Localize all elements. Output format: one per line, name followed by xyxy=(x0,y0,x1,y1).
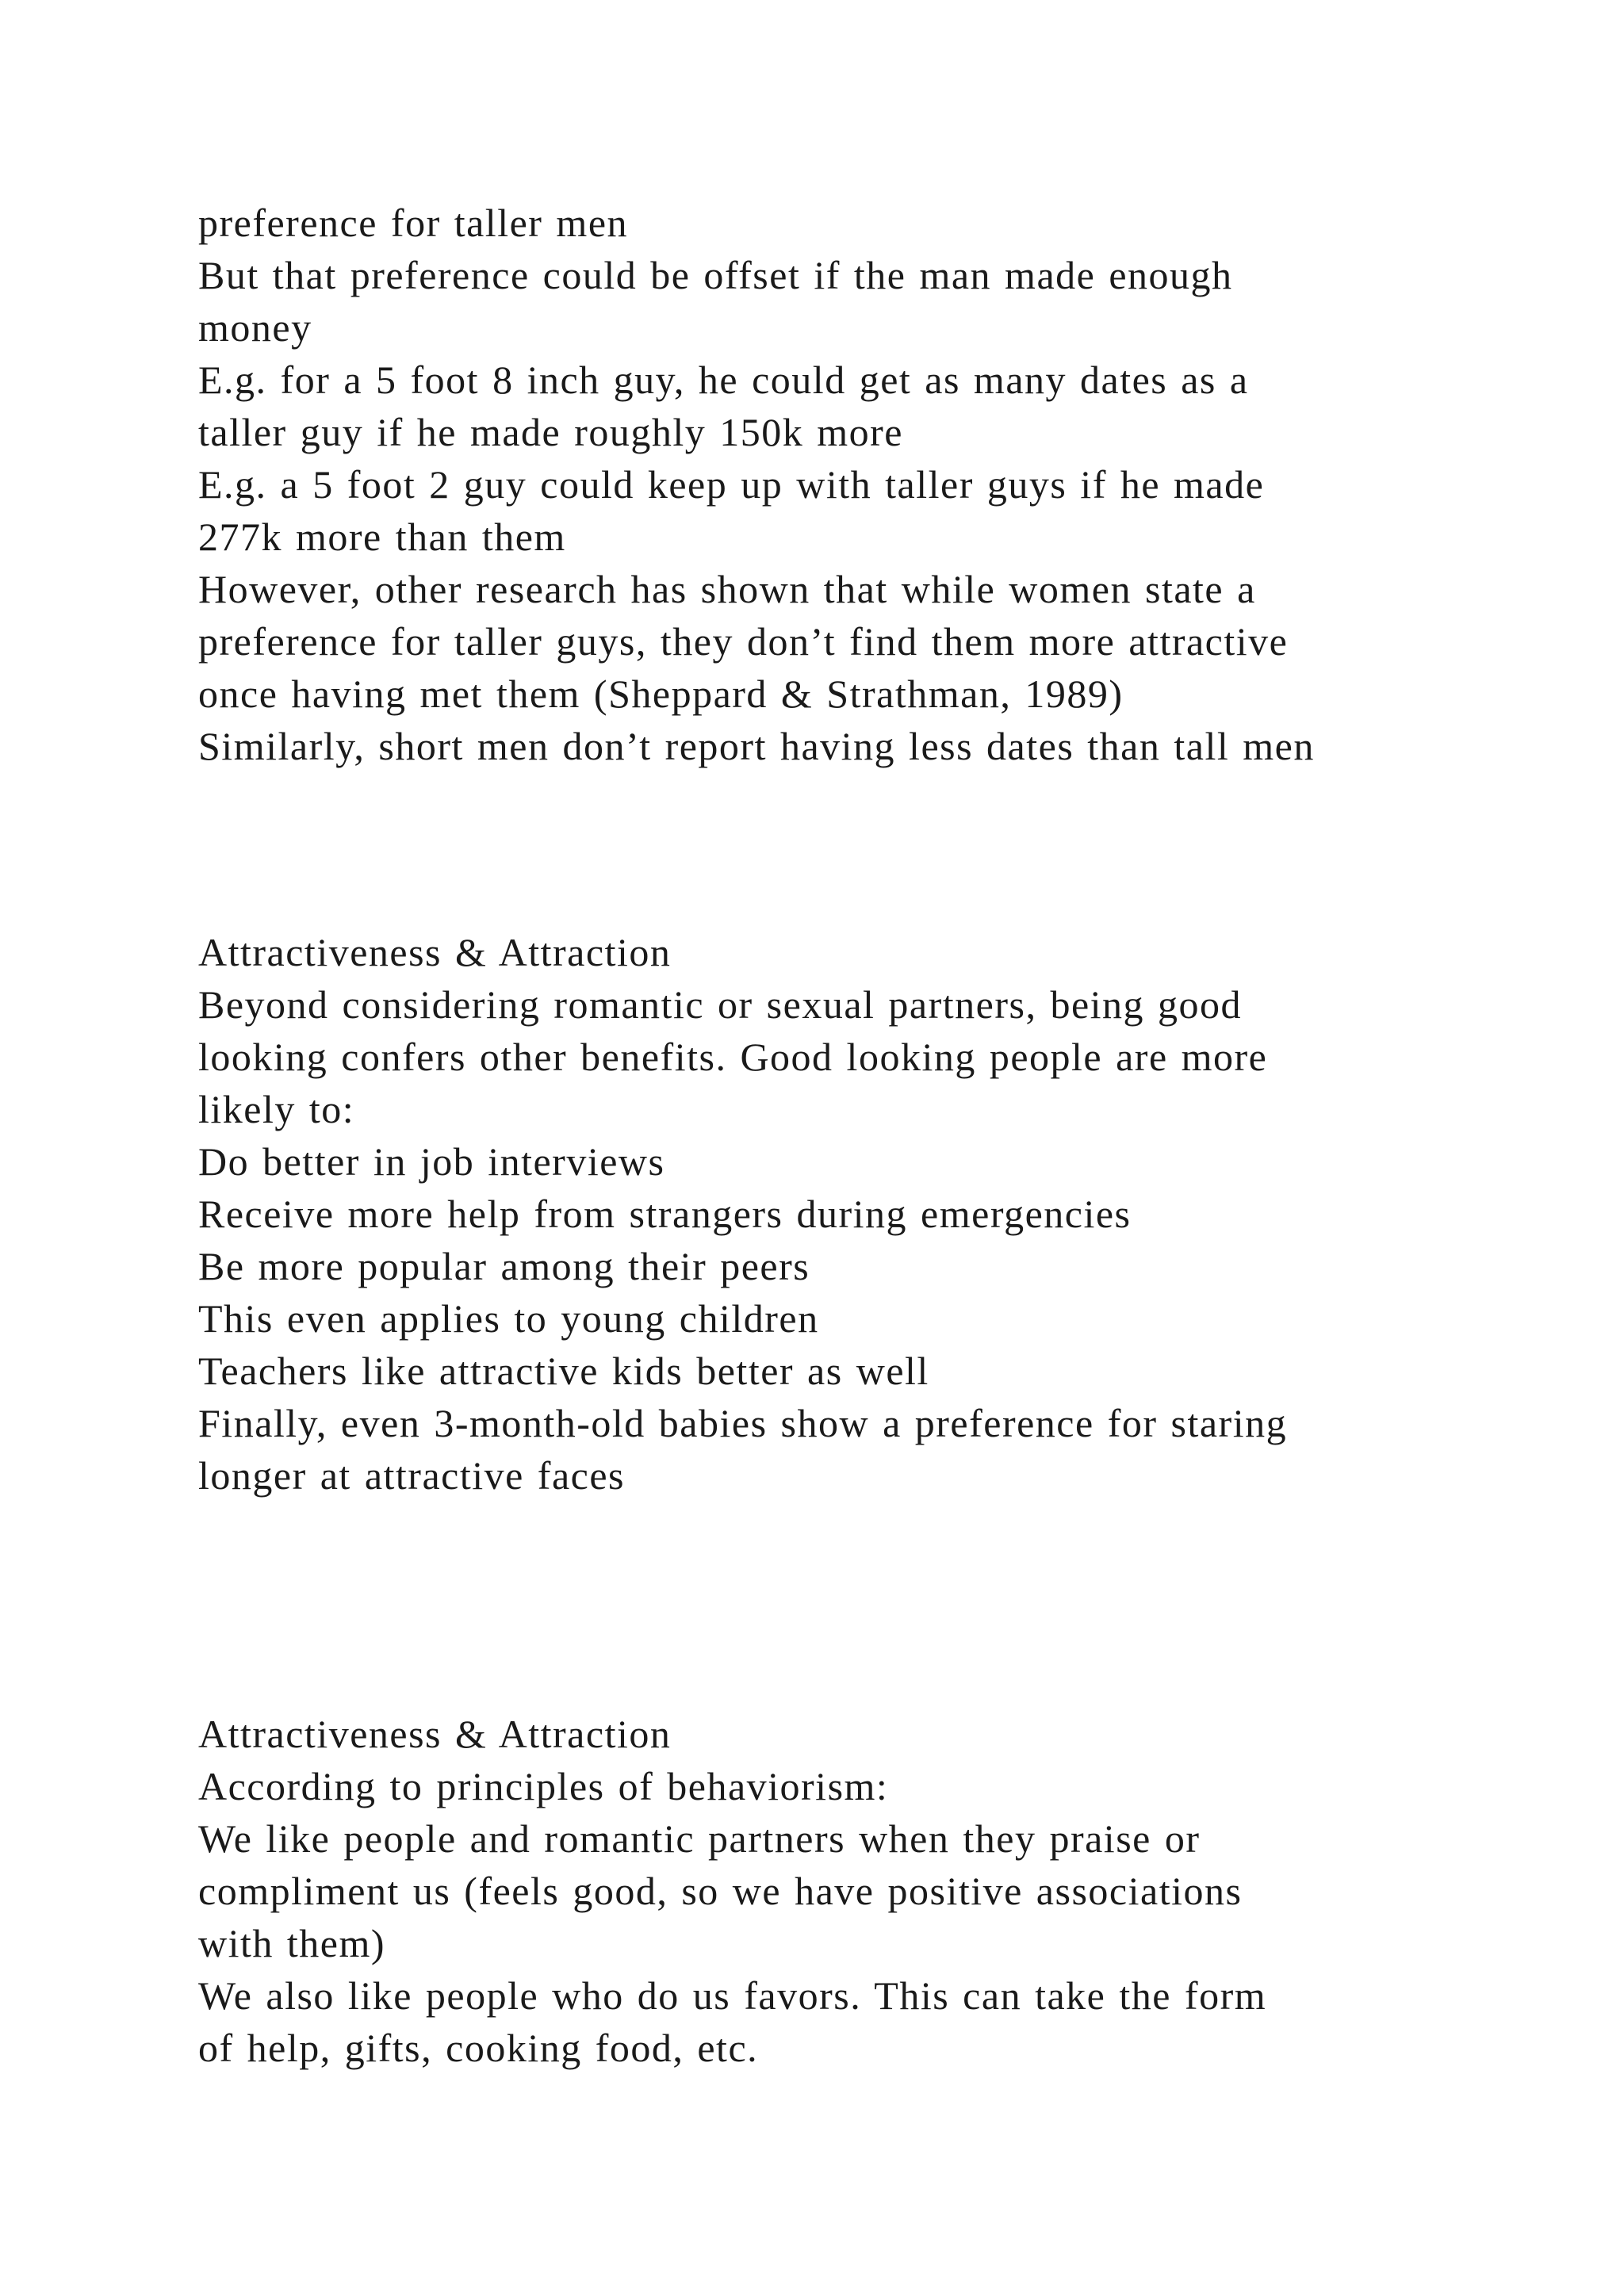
text-line: We like people and romantic partners when they praise or xyxy=(198,1816,1201,1861)
text-block-height-preference xyxy=(198,197,1546,772)
text-line: preference for taller men xyxy=(198,201,629,245)
text-line: Receive more help from strangers during emergencies xyxy=(198,1192,1132,1236)
text-line: with them) xyxy=(198,1921,386,1965)
text-line: But that preference could be offset if the man made enough xyxy=(198,253,1233,297)
text-line: once having met them (Sheppard & Strathman, 1989) xyxy=(198,672,1124,716)
text-line: E.g. for a 5 foot 8 inch guy, he could get as many dates as a xyxy=(198,358,1249,402)
text-line: We also like people who do us favors. This can take the form xyxy=(198,1973,1267,2018)
text-line: Do better in job interviews xyxy=(198,1139,665,1184)
text-line: Similarly, short men don’t report having less dates than tall men xyxy=(198,724,1315,768)
text-line: Be more popular among their peers xyxy=(198,1244,810,1288)
text-line: of help, gifts, cooking food, etc. xyxy=(198,2026,759,2070)
text-block-behaviorism xyxy=(198,1708,1546,2074)
text-block-attractiveness-benefits xyxy=(198,926,1546,1502)
section-heading: Attractiveness & Attraction xyxy=(198,1712,672,1756)
text-line: money xyxy=(198,305,312,350)
text-line: compliment us (feels good, so we have positive associations xyxy=(198,1869,1243,1913)
text-line: This even applies to young children xyxy=(198,1296,819,1341)
section-heading: Attractiveness & Attraction xyxy=(198,930,672,974)
text-line: looking confers other benefits. Good looking people are more xyxy=(198,1035,1268,1079)
text-line: According to principles of behaviorism: xyxy=(198,1764,889,1808)
text-line: likely to: xyxy=(198,1087,355,1131)
text-line: However, other research has shown that while women state a xyxy=(198,567,1256,611)
text-line: longer at attractive faces xyxy=(198,1453,625,1498)
text-line: E.g. a 5 foot 2 guy could keep up with taller guys if he made xyxy=(198,462,1265,507)
text-line: preference for taller guys, they don’t find them more attractive xyxy=(198,619,1289,664)
text-line: Beyond considering romantic or sexual partners, being good xyxy=(198,982,1243,1027)
text-line: 277k more than them xyxy=(198,515,566,559)
text-line: taller guy if he made roughly 150k more xyxy=(198,410,903,454)
text-line: Teachers like attractive kids better as well xyxy=(198,1349,929,1393)
text-line: Finally, even 3-month-old babies show a preference for staring xyxy=(198,1401,1288,1445)
